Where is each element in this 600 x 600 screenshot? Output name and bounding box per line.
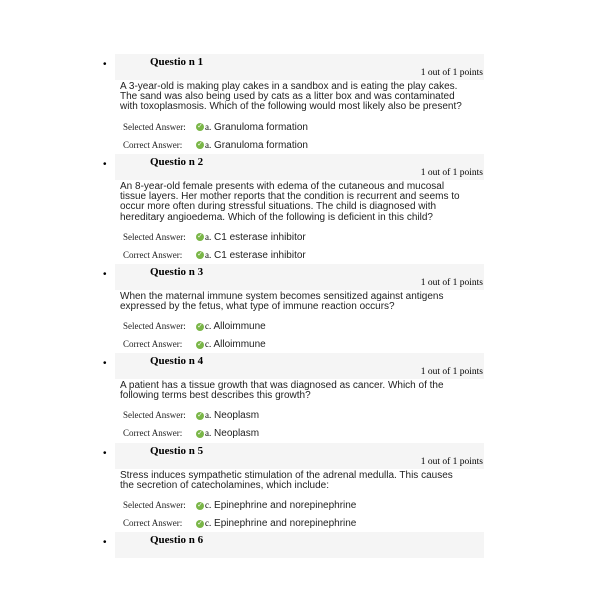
correct-answer-label: Correct Answer:: [123, 249, 183, 260]
answer-letter: c.: [205, 339, 212, 350]
correct-answer: [123, 426, 259, 440]
question-points: 1 out of 1 points: [420, 68, 483, 78]
question-title: Questio n 5: [150, 445, 204, 457]
check-icon: ✓: [197, 322, 203, 330]
selected-answer-value: Neoplasm: [214, 410, 260, 422]
question-text: When the maternal immune system becomes sensitized against antigens expressed by the fetus, what type of immune reaction occurs?: [120, 291, 444, 313]
selected-answer-label: Selected Answer:: [123, 121, 186, 132]
answer-letter: a.: [205, 249, 212, 260]
question-points: 1 out of 1 points: [420, 367, 483, 377]
correct-answer-label: Correct Answer:: [123, 339, 183, 350]
selected-answer: [123, 319, 266, 333]
bullet: •: [103, 159, 107, 170]
correct-answer-value: Granuloma formation: [214, 139, 308, 151]
selected-answer-label: Selected Answer:: [123, 410, 186, 421]
question-title: Questio n 3: [150, 266, 204, 278]
selected-answer-value: Alloimmune: [213, 321, 266, 333]
answer-letter: c.: [205, 518, 212, 529]
bullet: •: [103, 537, 107, 548]
question-points: 1 out of 1 points: [420, 168, 483, 178]
selected-answer: [123, 120, 308, 134]
selected-answer-label: Selected Answer:: [123, 500, 186, 511]
question-title: Questio n 2: [150, 156, 204, 168]
correct-answer-label: Correct Answer:: [123, 139, 183, 150]
selected-answer-label: Selected Answer:: [123, 321, 186, 332]
selected-answer-label: Selected Answer:: [123, 231, 186, 242]
correct-answer-value: Neoplasm: [214, 428, 260, 440]
bullet: •: [103, 59, 107, 70]
question-text: Stress induces sympathetic stimulation of the adrenal medulla. This causes the secretion of catecholamines, which include:: [120, 470, 453, 492]
bullet: •: [103, 358, 107, 369]
answer-letter: c.: [205, 500, 212, 511]
selected-answer-value: C1 esterase inhibitor: [214, 231, 306, 243]
correct-answer-value: Epinephrine and norepinephrine: [214, 518, 357, 530]
answer-letter: a.: [205, 121, 212, 132]
answer-letter: a.: [205, 410, 212, 421]
answer-letter: a.: [205, 231, 212, 242]
correct-answer-label: Correct Answer:: [123, 428, 183, 439]
question-title: Questio n 6: [150, 534, 204, 546]
correct-answer-value: Alloimmune: [213, 339, 266, 351]
check-icon: ✓: [197, 501, 203, 509]
correct-answer-value: C1 esterase inhibitor: [214, 249, 306, 261]
answer-letter: a.: [205, 139, 212, 150]
check-icon: ✓: [197, 140, 203, 148]
question-text: An 8-year-old female presents with edema of the cutaneous and mucosal tissue layers. Her mother reports that the condition is recurrent and seems to occur more often during stressful situations. The child is diagnosed with hereditary angioedema. Which of the following is deficient in this child?: [120, 181, 460, 223]
answer-letter: c.: [205, 321, 212, 332]
check-icon: ✓: [197, 122, 203, 130]
question-points: 1 out of 1 points: [420, 278, 483, 288]
check-icon: ✓: [197, 519, 203, 527]
selected-answer: [123, 230, 306, 244]
question-points: 1 out of 1 points: [420, 457, 483, 467]
bullet: •: [103, 269, 107, 280]
check-icon: ✓: [197, 233, 203, 241]
correct-answer: [123, 516, 356, 530]
question-text: A patient has a tissue growth that was diagnosed as cancer. Which of the following terms best describes this growth?: [120, 380, 444, 402]
question-text: A 3-year-old is making play cakes in a sandbox and is eating the play cakes. The sand was also being used by cats as a litter box and was contaminated with toxoplasmosis. Which of the following would most likely also be present?: [120, 81, 462, 113]
correct-answer: [123, 337, 266, 351]
correct-answer: [123, 248, 306, 262]
question-title: Questio n 1: [150, 56, 204, 68]
check-icon: ✓: [197, 411, 203, 419]
check-icon: ✓: [197, 251, 203, 259]
selected-answer-value: Granuloma formation: [214, 121, 308, 133]
correct-answer-label: Correct Answer:: [123, 518, 183, 529]
selected-answer-value: Epinephrine and norepinephrine: [214, 500, 357, 512]
selected-answer: [123, 408, 259, 422]
bullet: •: [103, 448, 107, 459]
question-title: Questio n 4: [150, 355, 204, 367]
check-icon: ✓: [197, 340, 203, 348]
selected-answer: [123, 498, 356, 512]
correct-answer: [123, 138, 308, 152]
answer-letter: a.: [205, 428, 212, 439]
check-icon: ✓: [197, 429, 203, 437]
